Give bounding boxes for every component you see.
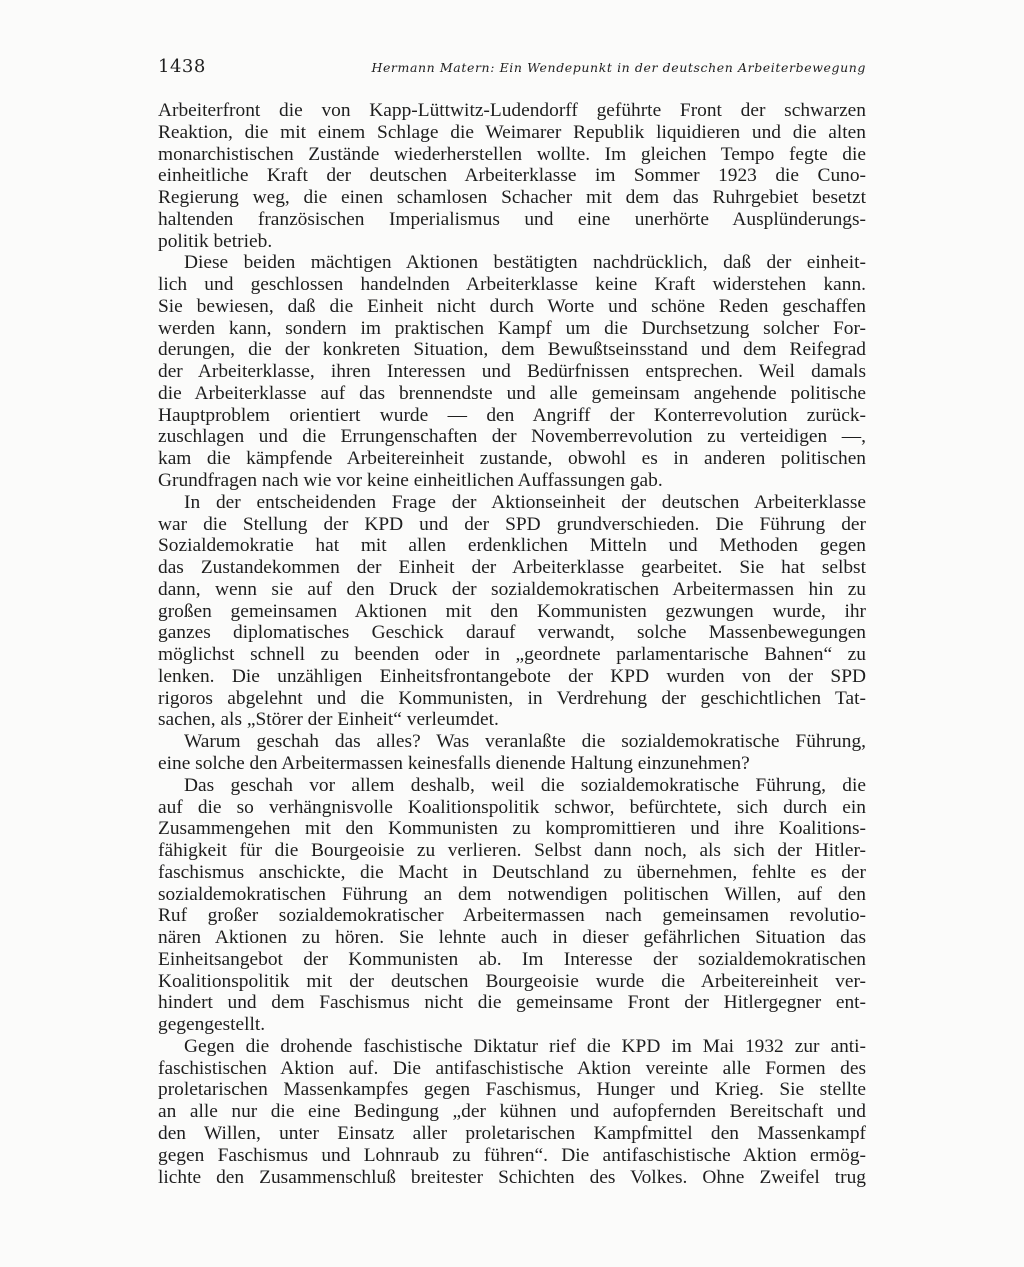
text-line: war die Stellung der KPD und der SPD grundverschieden. Die Führung der xyxy=(158,513,866,535)
text-line: Warum geschah das alles? Was veranlaßte die sozialdemokratische Führung, xyxy=(184,731,866,753)
text-line: Reaktion, die mit einem Schlage die Weimarer Republik liquidieren und die alten xyxy=(158,121,866,143)
text-line: Zusammengehen mit den Kommunisten zu kompromittieren und ihre Koalitions- xyxy=(158,818,866,840)
text-line: großen gemeinsamen Aktionen mit den Kommunisten gezwungen wurde, ihr xyxy=(158,600,866,622)
text-line: auf die so verhängnisvolle Koalitionspolitik schwor, befürchtete, sich durch ein xyxy=(158,796,866,818)
paragraph xyxy=(158,731,866,775)
page-number: 1438 xyxy=(158,56,206,77)
paragraph xyxy=(158,252,866,491)
text-line: faschismus anschickte, die Macht in Deutschland zu übernehmen, fehlte es der xyxy=(158,861,866,883)
text-line: sozialdemokratischen Führung an dem notwendigen politischen Willen, auf den xyxy=(158,883,866,905)
text-line: die Arbeiterklasse auf das brennendste und alle gemeinsam angehende politische xyxy=(158,382,866,404)
text-line: lichte den Zusammenschluß breitester Schichten des Volkes. Ohne Zweifel trug xyxy=(158,1166,866,1188)
text-line: ganzes diplomatisches Geschick darauf verwandt, solche Massenbewegungen xyxy=(158,622,866,644)
text-line: gegen Faschismus und Lohnraub zu führen“. Die antifaschistische Aktion ermög- xyxy=(158,1144,866,1166)
text-line: faschistischen Aktion auf. Die antifaschistische Aktion vereinte alle Formen des xyxy=(158,1057,866,1079)
text-line: kam die kämpfende Arbeitereinheit zustande, obwohl es in anderen politischen xyxy=(158,448,866,470)
text-line: Ruf großer sozialdemokratischer Arbeitermassen nach gemeinsamen revolutio- xyxy=(158,905,866,927)
running-title: Hermann Matern: Ein Wendepunkt in der deutschen Arbeiterbewegung xyxy=(371,60,866,75)
text-line: Koalitionspolitik mit der deutschen Bourgeoisie wurde die Arbeitereinheit ver- xyxy=(158,970,866,992)
text-line: den Willen, unter Einsatz aller proletarischen Kampfmittel den Massenkampf xyxy=(158,1122,866,1144)
text-line: Regierung weg, die einen schamlosen Schacher mit dem das Ruhrgebiet besetzt xyxy=(158,187,866,209)
text-line: Diese beiden mächtigen Aktionen bestätigten nachdrücklich, daß der einheit- xyxy=(184,252,866,274)
text-line: Sie bewiesen, daß die Einheit nicht durch Worte und schöne Reden geschaffen xyxy=(158,295,866,317)
text-line: Das geschah vor allem deshalb, weil die sozialdemokratische Führung, die xyxy=(184,774,866,796)
text-line: lenken. Die unzähligen Einheitsfrontangebote der KPD wurden von der SPD xyxy=(158,665,866,687)
text-line: gegengestellt. xyxy=(158,1014,266,1036)
text-line: derungen, die der konkreten Situation, dem Bewußtseinsstand und dem Reifegrad xyxy=(158,339,866,361)
text-line: Einheitsangebot der Kommunisten ab. Im Interesse der sozialdemokratischen xyxy=(158,948,866,970)
text-line: eine solche den Arbeitermassen keinesfalls dienende Haltung einzunehmen? xyxy=(158,752,750,774)
running-head xyxy=(158,56,866,80)
text-line: fähigkeit für die Bourgeoisie zu verlieren. Selbst dann noch, als sich der Hitler- xyxy=(158,840,866,862)
text-line: Grundfragen nach wie vor keine einheitlichen Auffassungen gab. xyxy=(158,470,663,492)
text-line: haltenden französischen Imperialismus und eine unerhörte Ausplünderungs- xyxy=(158,208,866,230)
text-line: dann, wenn sie auf den Druck der sozialdemokratischen Arbeitermassen hin zu xyxy=(158,578,866,600)
text-line: hindert und dem Faschismus nicht die gemeinsame Front der Hitlergegner ent- xyxy=(158,992,866,1014)
text-line: Gegen die drohende faschistische Diktatur rief die KPD im Mai 1932 zur anti- xyxy=(184,1035,866,1057)
paragraph xyxy=(158,1036,866,1188)
text-line: In der entscheidenden Frage der Aktionseinheit der deutschen Arbeiterklasse xyxy=(184,491,866,513)
text-line: nären Aktionen zu hören. Sie lehnte auch in dieser gefährlichen Situation das xyxy=(158,927,866,949)
text-line: lich und geschlossen handelnden Arbeiterklasse keine Kraft widerstehen kann. xyxy=(158,274,866,296)
text-line: möglichst schnell zu beenden oder in „geordnete parlamentarische Bahnen“ zu xyxy=(158,644,866,666)
text-line: Arbeiterfront die von Kapp-Lüttwitz-Ludendorff geführte Front der schwarzen xyxy=(158,100,866,121)
text-line: werden kann, sondern im praktischen Kampf um die Durchsetzung solcher For- xyxy=(158,317,866,339)
text-line: sachen, als „Störer der Einheit“ verleumdet. xyxy=(158,709,499,731)
text-line: das Zustandekommen der Einheit der Arbeiterklasse gearbeitet. Sie hat selbst xyxy=(158,557,866,579)
text-line: Sozialdemokratie hat mit allen erdenklichen Mitteln und Methoden gegen xyxy=(158,535,866,557)
text-line: proletarischen Massenkampfes gegen Faschismus, Hunger und Krieg. Sie stellte xyxy=(158,1079,866,1101)
text-line: zuschlagen und die Errungenschaften der Novemberrevolution zu verteidigen —, xyxy=(158,426,866,448)
paragraph xyxy=(158,492,866,731)
text-line: einheitliche Kraft der deutschen Arbeiterklasse im Sommer 1923 die Cuno- xyxy=(158,165,866,187)
text-line: monarchistischen Zustände wiederherstellen wollte. Im gleichen Tempo fegte die xyxy=(158,143,866,165)
text-line: der Arbeiterklasse, ihren Interessen und Bedürfnissen entsprechen. Weil damals xyxy=(158,361,866,383)
text-line: politik betrieb. xyxy=(158,230,273,252)
text-line: an alle nur die eine Bedingung „der kühnen und aufopfernden Bereitschaft und xyxy=(158,1101,866,1123)
text-line: Hauptproblem orientiert wurde — den Angriff der Konterrevolution zurück- xyxy=(158,404,866,426)
paragraph xyxy=(158,775,866,1036)
body-text xyxy=(158,100,866,1188)
text-line: rigoros abgelehnt und die Kommunisten, in Verdrehung der geschichtlichen Tat- xyxy=(158,687,866,709)
paragraph xyxy=(158,100,866,252)
